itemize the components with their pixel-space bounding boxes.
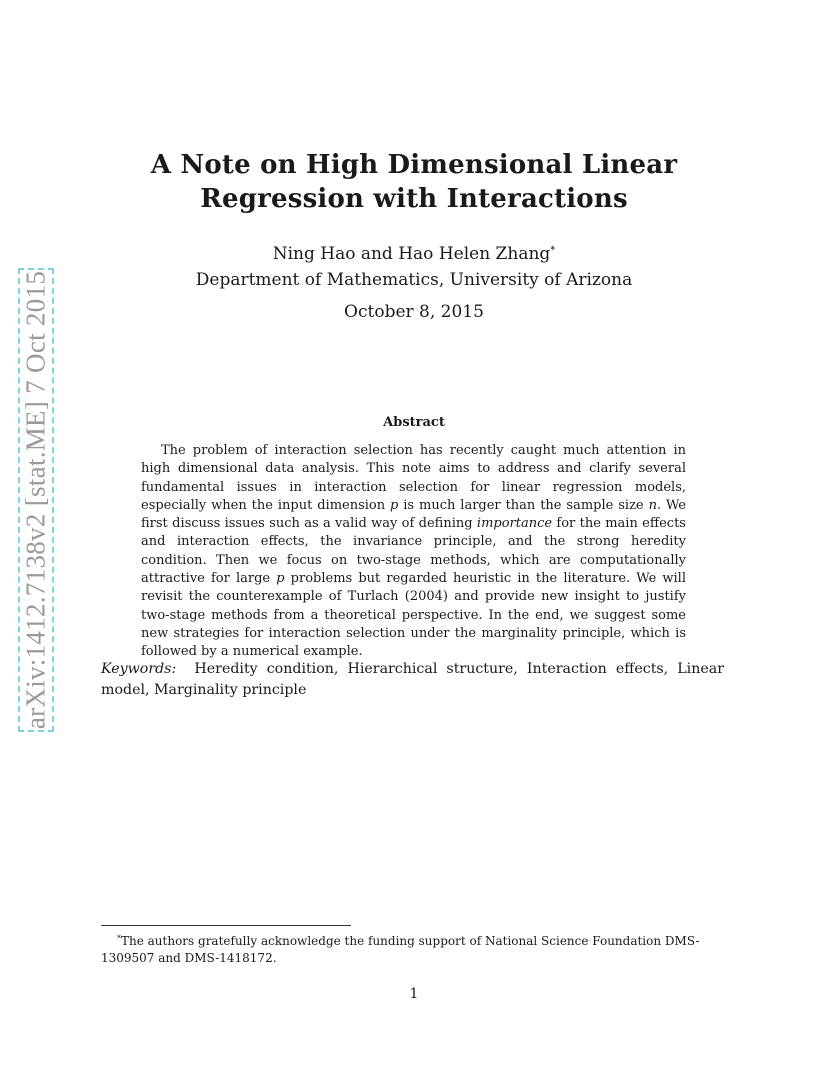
keywords-label: Keywords: [101,661,177,677]
abstract-var-n: n [648,497,657,513]
author-footnote-mark: * [550,245,556,256]
title-line-2: Regression with Interactions [200,184,628,214]
footnote [101,930,725,967]
author-names-line [114,238,714,267]
footnote-rule [101,925,351,926]
abstract-part-2: is much larger than the sample size [398,497,649,513]
arxiv-identifier: arXiv:1412.7138v2 [stat.ME] 7 Oct 2015 [20,270,51,730]
abstract-heading: Abstract [383,415,445,430]
abstract-emph-importance: importance [476,516,553,532]
abstract-part-5: problems but regarded heuristic in the literature. We will revisit the counterexample of Turlach (2004) and provide new insight to justify two-stage methods from a theoretical perspective. In the end, we suggest some new strategies for interaction selection under the marginality principle, which is followed by a numerical example. [141,571,686,660]
title-line-1: A Note on High Dimensional Linear [150,150,678,180]
footnote-mark: * [117,934,121,943]
author-names: Ning Hao and Hao Helen Zhang [272,244,551,264]
abstract-text [141,442,686,662]
footnote-text: The authors gratefully acknowledge the funding support of National Science Foundation DMS-1309507 and DMS-1418172. [101,934,700,965]
abstract-part-1: The problem of interaction selection has recently caught much attention in high dimensional data analysis. This note aims to address and clarify several fundamental issues in interaction selection for linear regression models, especially when the input dimension [141,443,686,513]
abstract-var-p-2: p [276,571,285,587]
abstract-part-3: . We first discuss issues such as a valid way of defining [141,497,686,532]
keywords-block [101,659,724,701]
abstract-var-p: p [390,497,399,513]
keywords-text: Heredity condition, Hierarchical structure, Interaction effects, Linear model, Marginality principle [101,661,724,698]
page-number: 1 [409,986,419,1002]
paper-date: October 8, 2015 [344,302,484,322]
abstract-part-4: for the main effects and interaction effects, the invariance principle, and the strong heredity condition. Then we focus on two-stage methods, which are computationally attractive for large [141,516,686,587]
author-block [114,238,714,293]
author-affiliation: Department of Mathematics, University of Arizona [195,270,633,290]
paper-title [114,148,714,216]
